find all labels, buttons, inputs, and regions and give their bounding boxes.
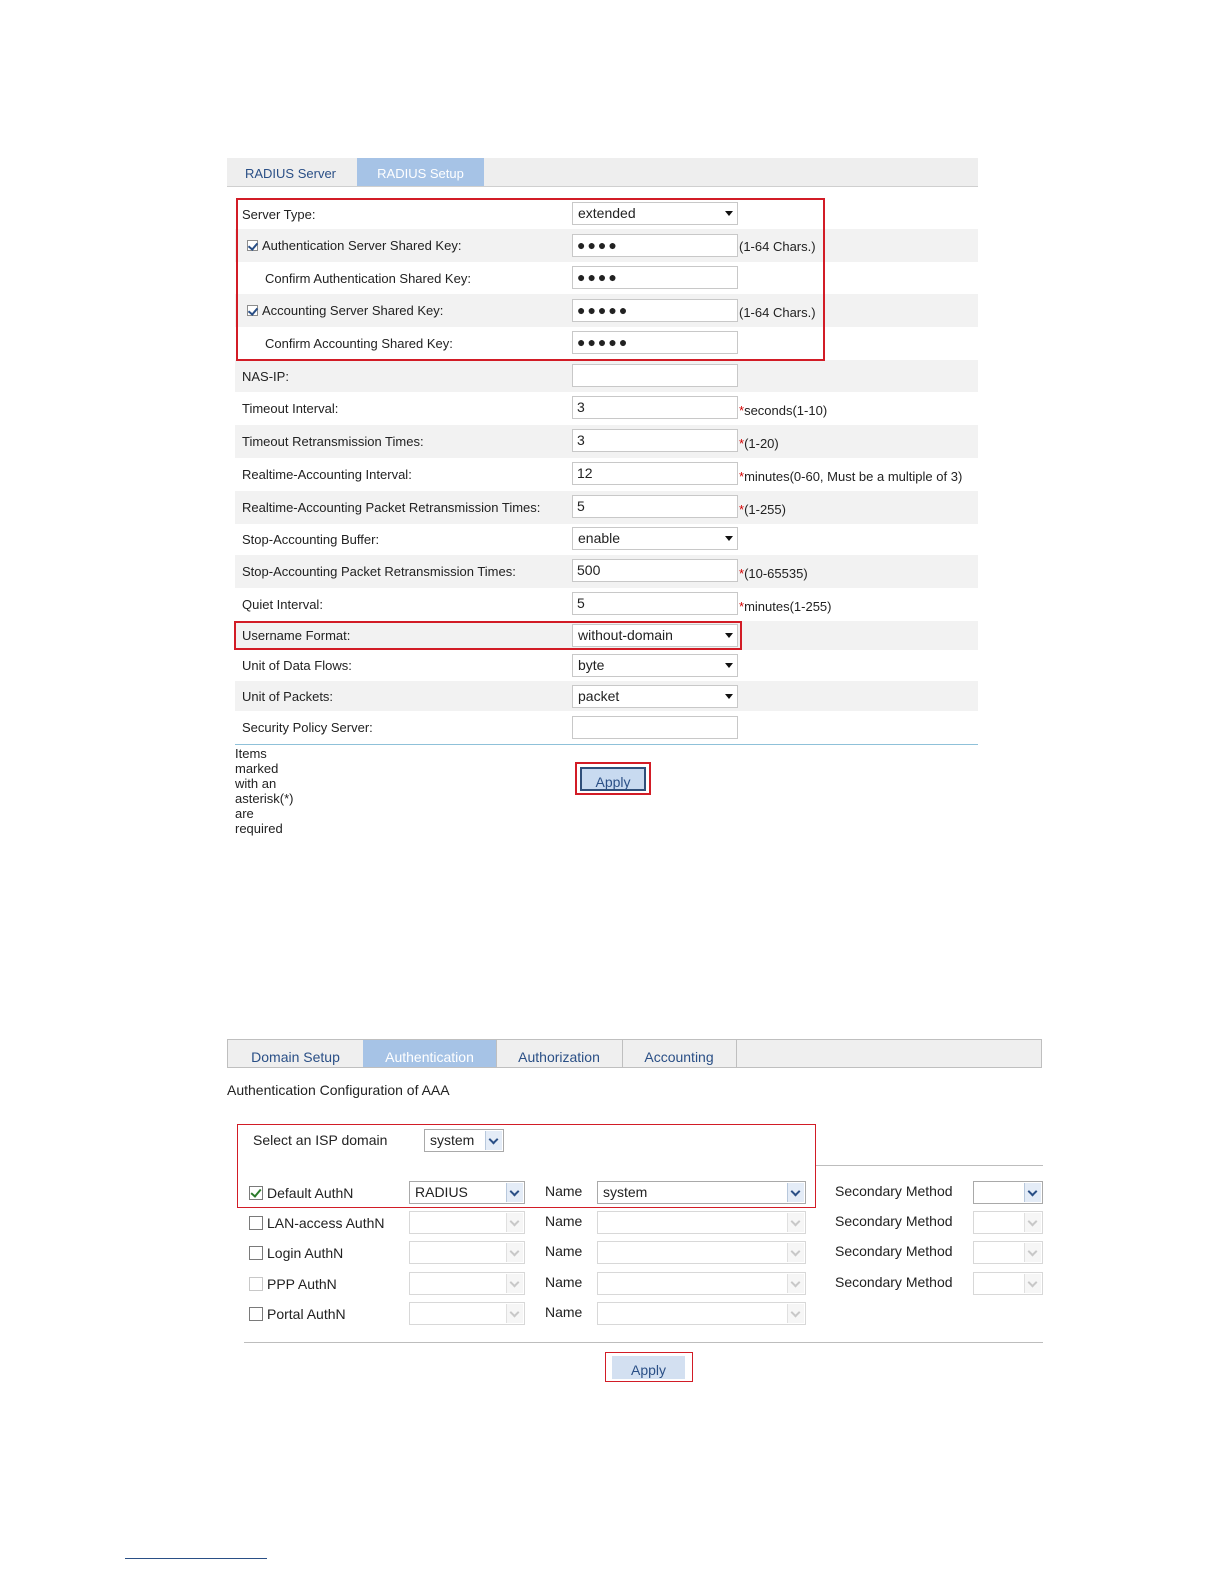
footnote-divider: [125, 1558, 267, 1559]
timeout-retrans-hint: [739, 436, 779, 451]
tab-radius-server[interactable]: RADIUS Server: [244, 166, 337, 181]
aaa-apply-button[interactable]: Apply: [612, 1356, 685, 1379]
quiet-interval-hint-text: minutes(1-255): [744, 599, 832, 614]
timeout-interval-input[interactable]: 3: [572, 396, 738, 419]
rt-acct-interval-label: Realtime-Accounting Interval:: [242, 467, 412, 482]
radius-tab-bar: [227, 158, 978, 187]
chevron-down-icon: [787, 1243, 804, 1262]
rt-acct-retrans-label: Realtime-Accounting Packet Retransmission Times:: [242, 500, 541, 515]
chevron-down-icon: [787, 1274, 804, 1293]
username-format-label: Username Format:: [242, 628, 351, 643]
lan-access-authn-method-select[interactable]: [409, 1211, 525, 1234]
stop-acct-buffer-row: [235, 524, 978, 555]
rt-acct-interval-row: [235, 458, 978, 491]
login-authn-checkbox[interactable]: [249, 1246, 263, 1260]
required-asterisk: *: [739, 599, 745, 614]
unit-data-flows-select[interactable]: [572, 654, 738, 677]
chevron-down-icon: [1024, 1274, 1041, 1293]
chevron-down-icon: [787, 1213, 804, 1232]
required-asterisk: *: [739, 566, 745, 581]
tab-domain-setup[interactable]: Domain Setup: [228, 1040, 364, 1067]
quiet-interval-row: [235, 588, 978, 621]
portal-authn-method-select[interactable]: [409, 1302, 525, 1325]
login-authn-method-select[interactable]: [409, 1241, 525, 1264]
confirm-acct-key-label: Confirm Accounting Shared Key:: [265, 335, 453, 351]
name-label: Name: [545, 1183, 583, 1199]
acct-key-label: Accounting Server Shared Key:: [262, 303, 444, 318]
aaa-page-title: Authentication Configuration of AAA: [227, 1082, 450, 1098]
timeout-retrans-hint-text: (1-20): [744, 436, 779, 451]
secondary-method-label: Secondary Method: [835, 1183, 953, 1199]
auth-key-hint: (1-64 Chars.): [739, 239, 816, 254]
unit-data-flows-value: byte: [578, 657, 605, 673]
name-label: Name: [545, 1304, 583, 1320]
lan-access-authn-secondary-select[interactable]: [973, 1211, 1043, 1234]
unit-packets-label: Unit of Packets:: [242, 688, 334, 704]
chevron-down-icon: [506, 1304, 523, 1323]
timeout-interval-hint-text: seconds(1-10): [744, 403, 828, 418]
rt-acct-interval-hint: [739, 469, 962, 484]
tab-authentication[interactable]: Authentication: [363, 1040, 497, 1067]
ppp-authn-secondary-select[interactable]: [973, 1272, 1043, 1295]
aaa-tab-bar: [227, 1039, 1042, 1068]
name-label: Name: [545, 1274, 583, 1290]
portal-authn-name-select[interactable]: [597, 1302, 806, 1325]
chevron-down-icon: [506, 1213, 523, 1232]
rt-acct-interval-hint-text: minutes(0-60, Must be a multiple of 3): [744, 469, 963, 484]
username-format-value: without-domain: [578, 627, 673, 643]
secondary-method-label: Secondary Method: [835, 1274, 953, 1290]
highlight-box-keys: [236, 198, 825, 361]
security-policy-input[interactable]: [572, 716, 738, 739]
portal-authn-label: Portal AuthN: [267, 1306, 346, 1322]
default-authn-name-value: system: [603, 1184, 648, 1200]
ppp-authn-method-select[interactable]: [409, 1272, 525, 1295]
highlight-box-aaa-apply: [605, 1352, 693, 1382]
login-authn-label: Login AuthN: [267, 1245, 344, 1261]
confirm-auth-key-label: Confirm Authentication Shared Key:: [265, 270, 471, 286]
highlight-box-username-format: [234, 621, 742, 650]
name-label: Name: [545, 1213, 583, 1229]
required-asterisk: *: [739, 502, 745, 517]
stop-acct-retrans-label: Stop-Accounting Packet Retransmission Times:: [242, 564, 516, 579]
chevron-down-icon: [1024, 1243, 1041, 1262]
server-type-label: Server Type:: [242, 206, 316, 222]
quiet-interval-input[interactable]: 5: [572, 592, 738, 615]
stop-acct-retrans-hint: [739, 566, 808, 581]
quiet-interval-hint: [739, 599, 832, 614]
required-asterisk: *: [739, 469, 745, 484]
auth-key-label: Authentication Server Shared Key:: [262, 238, 462, 253]
rt-acct-interval-input[interactable]: 12: [572, 462, 738, 485]
default-authn-secondary-select[interactable]: [973, 1181, 1043, 1204]
default-authn-method-value: RADIUS: [415, 1184, 468, 1200]
rt-acct-retrans-hint: [739, 502, 786, 517]
unit-packets-value: packet: [578, 688, 620, 704]
secondary-method-label: Secondary Method: [835, 1213, 953, 1229]
timeout-interval-hint: [739, 403, 827, 418]
unit-data-flows-label: Unit of Data Flows:: [242, 658, 352, 673]
timeout-interval-label: Timeout Interval:: [242, 401, 339, 416]
highlight-box-apply: [575, 762, 651, 795]
default-authn-label: Default AuthN: [267, 1185, 354, 1201]
rt-acct-retrans-input[interactable]: 5: [572, 495, 738, 518]
timeout-interval-row: [235, 392, 978, 425]
ppp-authn-label: PPP AuthN: [267, 1276, 337, 1292]
isp-domain-label: Select an ISP domain: [253, 1132, 388, 1148]
ppp-authn-name-select[interactable]: [597, 1272, 806, 1295]
acct-key-input[interactable]: ●●●●●: [572, 299, 738, 322]
confirm-auth-key-input[interactable]: ●●●●: [572, 266, 738, 289]
chevron-down-icon: [725, 536, 733, 541]
quiet-interval-label: Quiet Interval:: [242, 597, 323, 612]
highlight-box-default-authn: [237, 1124, 816, 1208]
nas-ip-input[interactable]: [572, 364, 738, 387]
required-asterisk: *: [739, 436, 745, 451]
chevron-down-icon: [725, 694, 733, 699]
nas-ip-label: NAS-IP:: [242, 368, 289, 384]
chevron-down-icon: [1024, 1183, 1041, 1202]
ppp-authn-checkbox[interactable]: [249, 1277, 263, 1291]
rt-acct-retrans-hint-text: (1-255): [744, 502, 786, 517]
chevron-down-icon: [1024, 1213, 1041, 1232]
confirm-acct-key-input[interactable]: ●●●●●: [572, 331, 738, 354]
stop-acct-buffer-value: enable: [578, 530, 621, 546]
timeout-retrans-row: [235, 425, 978, 458]
unit-data-flows-row: [235, 650, 978, 681]
required-asterisk: *: [739, 403, 745, 418]
radius-apply-button[interactable]: Apply: [580, 767, 646, 791]
chevron-down-icon: [787, 1304, 804, 1323]
isp-domain-value: system: [430, 1132, 475, 1148]
login-authn-secondary-select[interactable]: [973, 1241, 1043, 1264]
required-note: Items marked with an asterisk(*) are required: [235, 746, 294, 836]
portal-authn-checkbox[interactable]: [249, 1307, 263, 1321]
chevron-down-icon: [506, 1243, 523, 1262]
tab-accounting[interactable]: Accounting: [622, 1040, 737, 1067]
name-label: Name: [545, 1243, 583, 1259]
stop-acct-retrans-hint-text: (10-65535): [744, 566, 808, 581]
lan-access-authn-name-select[interactable]: [597, 1211, 806, 1234]
tab-radius-setup[interactable]: RADIUS Setup: [357, 158, 484, 186]
lan-access-authn-checkbox[interactable]: [249, 1216, 263, 1230]
chevron-down-icon: [725, 663, 733, 668]
divider-top: [815, 1165, 1043, 1166]
server-type-value: extended: [578, 205, 636, 221]
acct-key-hint: (1-64 Chars.): [739, 305, 816, 320]
security-policy-row: [235, 711, 978, 745]
stop-acct-buffer-label: Stop-Accounting Buffer:: [242, 532, 380, 547]
login-authn-name-select[interactable]: [597, 1241, 806, 1264]
chevron-down-icon: [506, 1274, 523, 1293]
stop-acct-retrans-row: [235, 555, 978, 588]
nas-ip-row: [235, 360, 978, 392]
stop-acct-buffer-select[interactable]: [572, 527, 738, 550]
divider-bottom: [244, 1342, 1043, 1343]
auth-key-input[interactable]: ●●●●: [572, 234, 738, 257]
timeout-retrans-label: Timeout Retransmission Times:: [242, 434, 424, 449]
lan-access-authn-label: LAN-access AuthN: [267, 1215, 385, 1231]
unit-packets-row: [235, 681, 978, 711]
rt-acct-retrans-row: [235, 491, 978, 524]
unit-packets-select[interactable]: [572, 685, 738, 708]
stop-acct-retrans-input[interactable]: 500: [572, 559, 738, 582]
secondary-method-label: Secondary Method: [835, 1243, 953, 1259]
tab-authorization[interactable]: Authorization: [496, 1040, 623, 1067]
security-policy-label: Security Policy Server:: [242, 720, 373, 735]
timeout-retrans-input[interactable]: 3: [572, 429, 738, 452]
